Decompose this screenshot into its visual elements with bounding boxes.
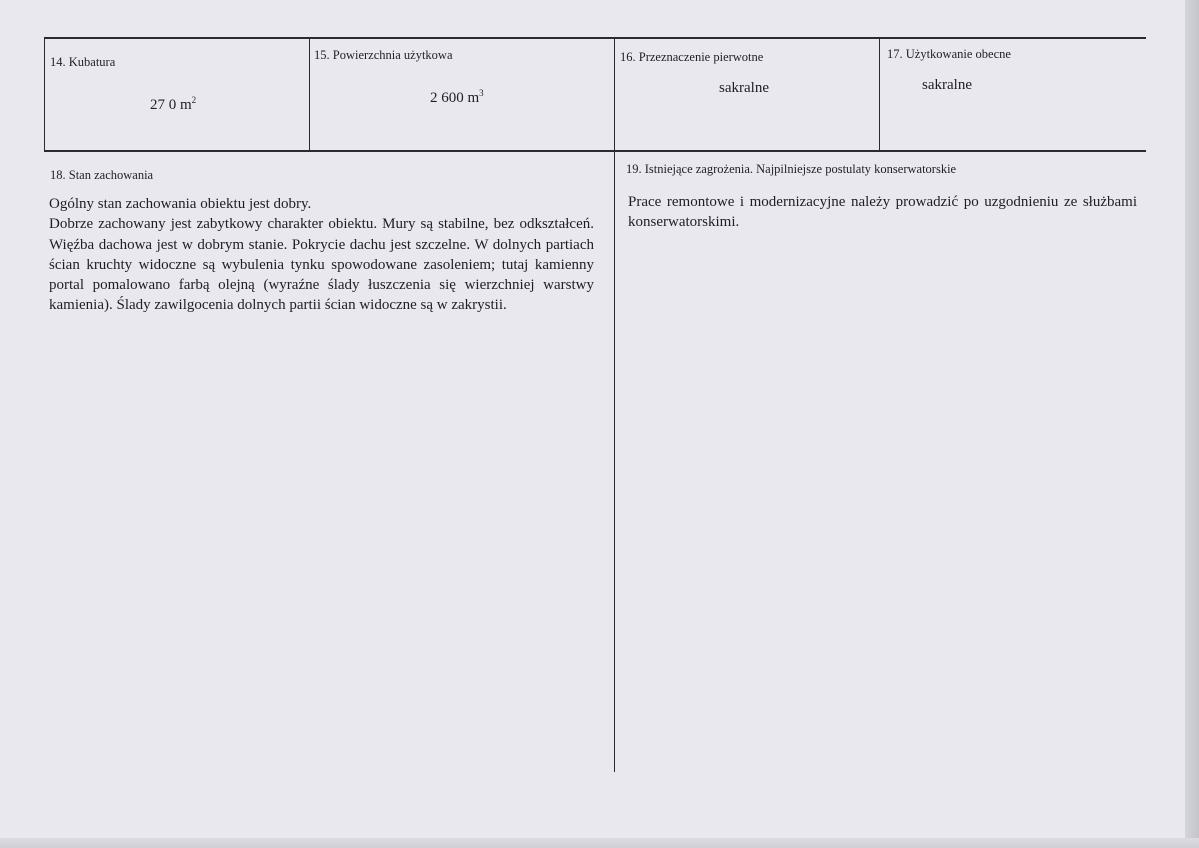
paper-edge-right bbox=[1185, 0, 1199, 848]
powierzchnia-value bbox=[430, 88, 484, 107]
kubatura-unit-exponent: 2 bbox=[191, 95, 197, 105]
left-border bbox=[44, 37, 45, 152]
stan-line1: Ogólny stan zachowania obiektu jest dobry. bbox=[49, 196, 312, 212]
powierzchnia-label: 15. Powierzchnia użytkowa bbox=[314, 48, 453, 62]
kubatura-label: 14. Kubatura bbox=[50, 55, 116, 69]
powierzchnia-value-text: 2 600 m bbox=[430, 90, 480, 106]
kubatura-value bbox=[150, 95, 196, 114]
uzytkowanie-label: 17. Użytkowanie obecne bbox=[887, 47, 1011, 61]
przeznaczenie-label: 16. Przeznaczenie pierwotne bbox=[620, 50, 764, 64]
row-divider bbox=[44, 150, 1146, 152]
uzytkowanie-value: sakralne bbox=[922, 77, 972, 93]
stan-label: 18. Stan zachowania bbox=[50, 168, 154, 182]
top-border bbox=[44, 37, 1146, 39]
kubatura-value-text: 27 0 m bbox=[150, 97, 192, 113]
stan-text bbox=[49, 194, 594, 316]
powierzchnia-unit-exponent: 3 bbox=[479, 88, 484, 98]
col-divider-3 bbox=[879, 37, 880, 152]
col-divider-2 bbox=[614, 37, 615, 772]
stan-paragraph: Dobrze zachowany jest zabytkowy charakter obiektu. Mury są stabilne, bez odkształceń. Więźba dachowa jest w dobrym stanie. Pokrycie dachu jest szczelne. W dolnych partiach ścian kruchty widoczne są wybulenia tynku spowodowane zasoleniem; tutaj kamienny portal pomalowano farbą olejną (wyraźne ślady łuszczenia się wierzchniej warstwy kamienia). Ślady zawilgocenia dolnych partii ścian widoczne są w zakrystii. bbox=[49, 216, 594, 314]
zagrozenia-text: Prace remontowe i modernizacyjne należy prowadzić po uzgodnieniu ze służbami konserwatorskimi. bbox=[628, 194, 1137, 231]
col-divider-1 bbox=[309, 37, 310, 152]
paper-edge-bottom bbox=[0, 838, 1199, 848]
zagrozenia-label: 19. Istniejące zagrożenia. Najpilniejsze postulaty konserwatorskie bbox=[626, 162, 957, 176]
przeznaczenie-value: sakralne bbox=[719, 80, 769, 96]
